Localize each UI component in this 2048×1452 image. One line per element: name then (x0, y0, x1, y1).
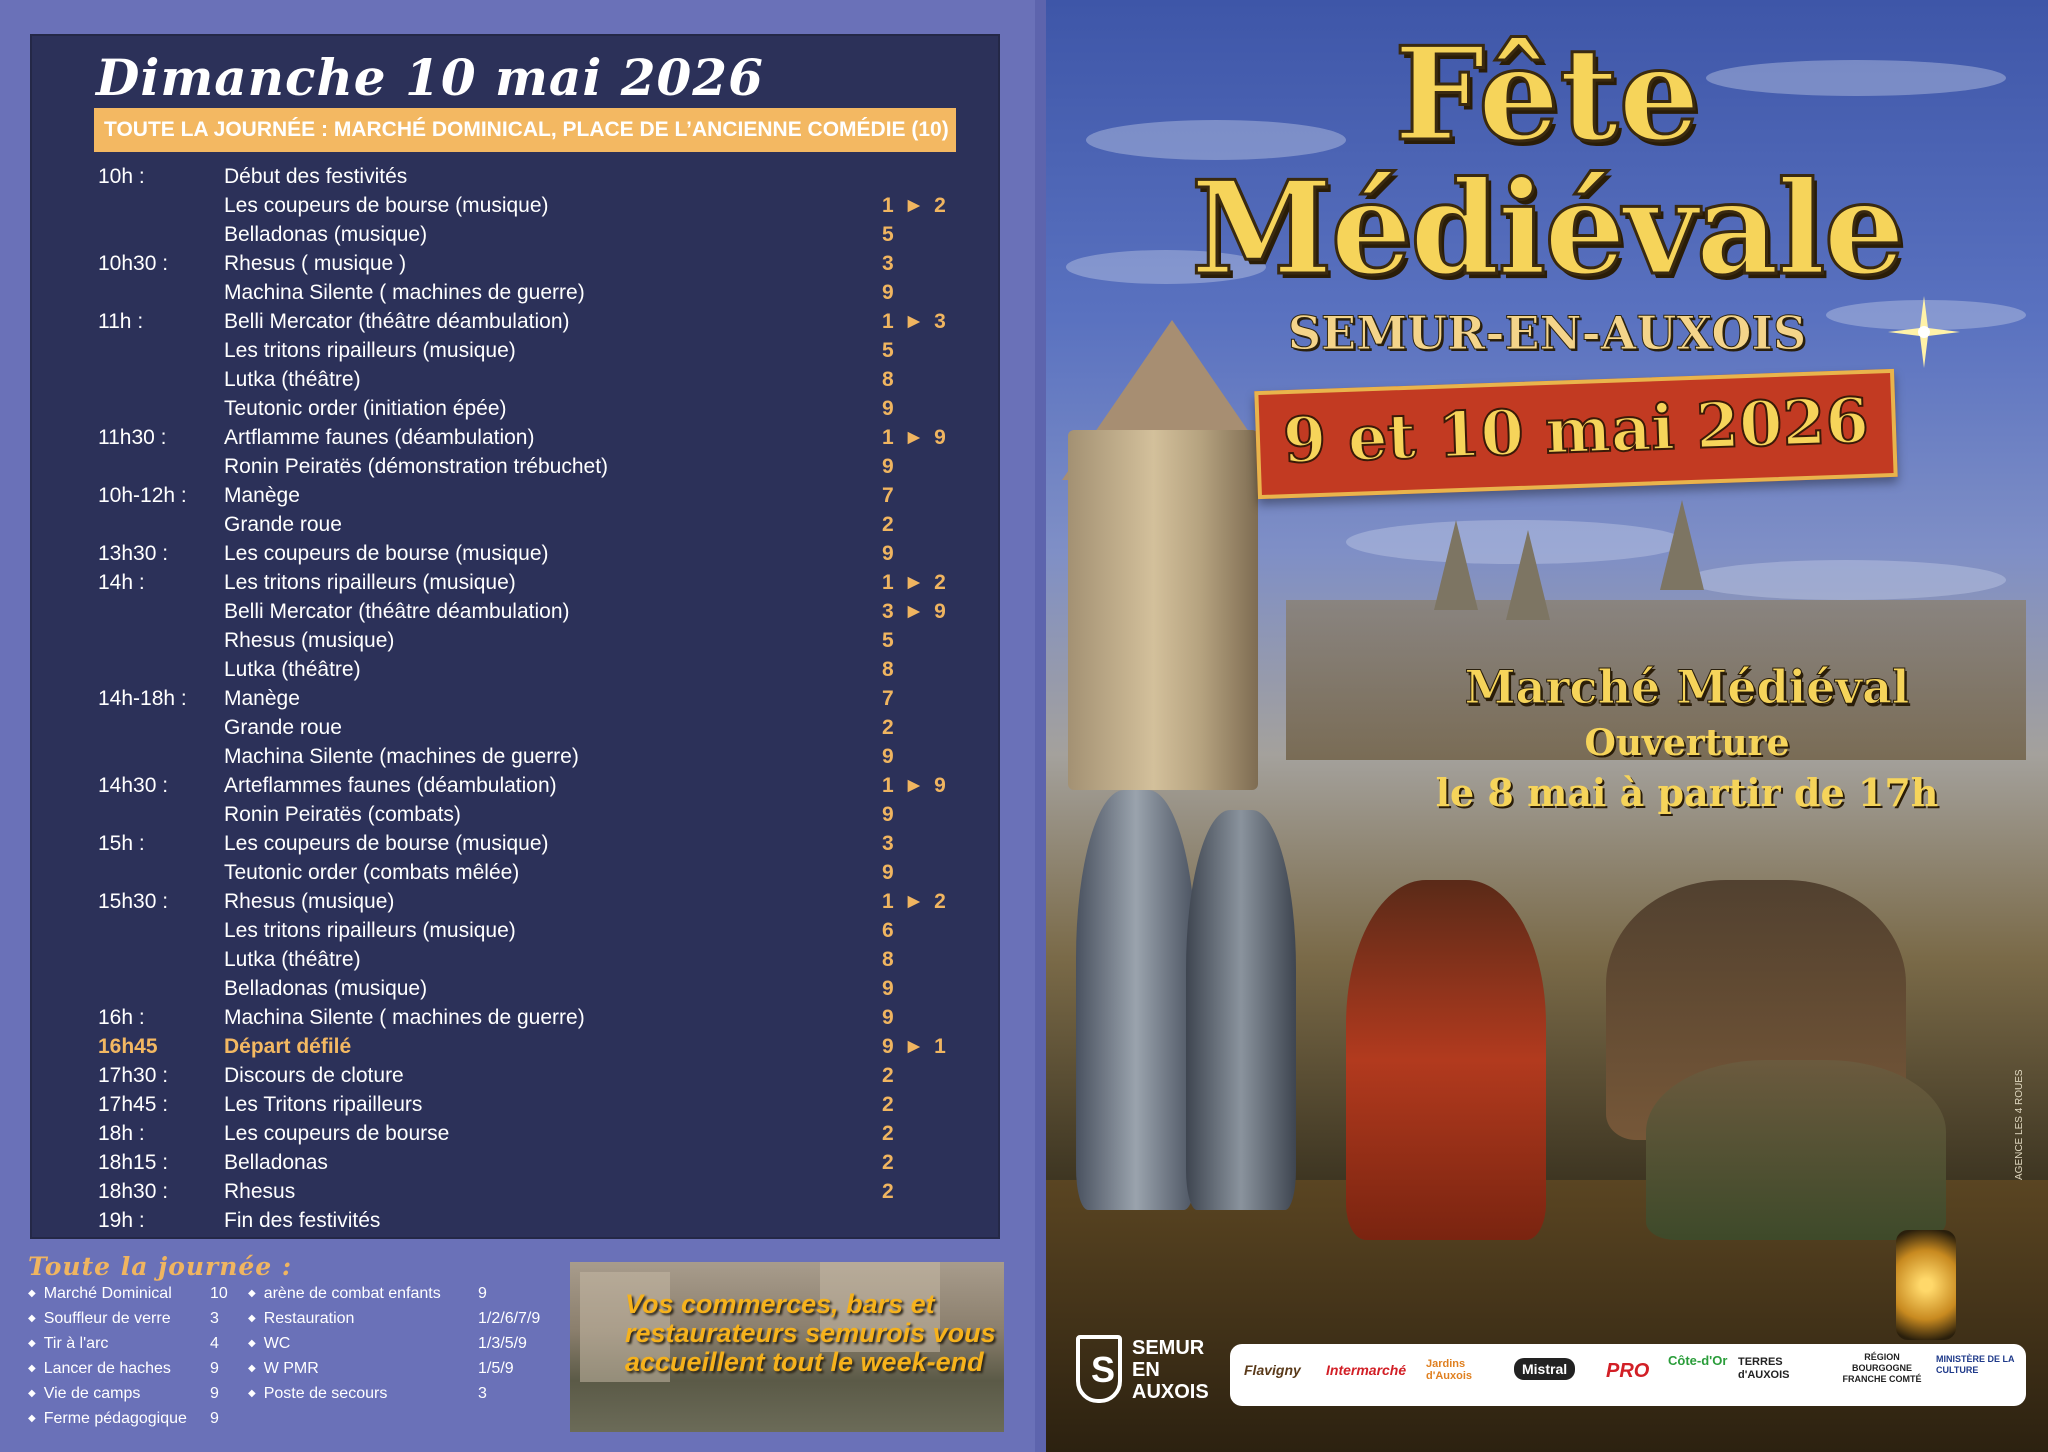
schedule-label: Machina Silente ( machines de guerre) (224, 281, 585, 304)
poster-city: SEMUR-EN-AUXOIS (1287, 306, 1807, 360)
diamond-bullet-icon: ◆ (28, 1338, 36, 1350)
service-item (28, 1360, 171, 1378)
schedule-loc: 2 (882, 1151, 896, 1174)
schedule-label: Belladonas (musique) (224, 977, 428, 1000)
schedule-loc: 9 (882, 803, 896, 826)
schedule-label: Manège (224, 484, 300, 507)
children-figure (1646, 1060, 1946, 1240)
schedule-time: 16h45 (98, 1035, 158, 1058)
schedule-loc: 1 ► 2 (882, 194, 948, 217)
sponsor-logo: Mistral (1514, 1358, 1575, 1380)
schedule-time: 17h30 : (98, 1064, 169, 1087)
schedule-loc: 5 (882, 629, 896, 652)
schedule-loc: 9 (882, 542, 896, 565)
schedule-label: Ronin Peiratës (démonstration trébuchet) (224, 455, 609, 478)
date-ribbon (1254, 369, 1897, 499)
service-location: 9 (478, 1285, 487, 1302)
service-location: 3 (478, 1385, 487, 1402)
service-location: 1/2/6/7/9 (478, 1310, 541, 1327)
schedule-list (32, 162, 1002, 1235)
schedule-row (32, 742, 1002, 771)
schedule-row (32, 220, 1002, 249)
service-label: Vie de camps (43, 1385, 141, 1402)
schedule-row (32, 597, 1002, 626)
day-title: Dimanche 10 mai 2026 (96, 48, 764, 107)
schedule-label: Rhesus (musique) (224, 890, 395, 913)
schedule-label: Les coupeurs de bourse (musique) (224, 194, 549, 217)
service-location: 9 (210, 1385, 219, 1402)
schedule-loc: 1 ► 9 (882, 426, 948, 449)
schedule-label: Grande roue (224, 513, 342, 536)
schedule-label: Lutka (théâtre) (224, 658, 361, 681)
schedule-time: 16h : (98, 1006, 145, 1029)
schedule-time: 17h45 : (98, 1093, 169, 1116)
schedule-loc: 8 (882, 948, 896, 971)
schedule-time: 10h-12h : (98, 484, 187, 507)
schedule-time: 10h30 : (98, 252, 169, 275)
schedule-loc: 8 (882, 658, 896, 681)
schedule-loc: 3 (882, 832, 896, 855)
service-item (28, 1310, 171, 1328)
schedule-row (32, 336, 1002, 365)
schedule-time: 15h : (98, 832, 145, 855)
service-label: Restauration (263, 1310, 355, 1327)
schedule-loc: 2 (882, 1122, 896, 1145)
festival-poster (1046, 0, 2048, 1452)
schedule-loc: 2 (882, 1180, 896, 1203)
schedule-time: 18h : (98, 1122, 145, 1145)
star-sparkle-icon (1888, 296, 1960, 368)
schedule-row (32, 481, 1002, 510)
knight-figure (1186, 810, 1296, 1210)
schedule-label: Les coupeurs de bourse (musique) (224, 542, 549, 565)
service-location: 9 (210, 1360, 219, 1377)
schedule-label: Les tritons ripailleurs (musique) (224, 919, 516, 942)
schedule-loc: 9 (882, 745, 896, 768)
opening-label: Ouverture (1584, 722, 1790, 764)
schedule-row (32, 800, 1002, 829)
service-item (248, 1310, 354, 1328)
cloud-shape (1686, 560, 2006, 600)
schedule-label: Arteflammes faunes (déambulation) (224, 774, 557, 797)
schedule-row (32, 1148, 1002, 1177)
service-location: 1/5/9 (478, 1360, 514, 1377)
service-item (248, 1385, 387, 1403)
poster-title-medievale: Médiévale (1190, 154, 1904, 304)
schedule-time: 18h15 : (98, 1151, 169, 1174)
sponsor-logo: Jardins d'Auxois (1426, 1358, 1473, 1382)
schedule-loc: 3 (882, 252, 896, 275)
service-item (28, 1385, 140, 1403)
schedule-row (32, 887, 1002, 916)
schedule-row (32, 1003, 1002, 1032)
sponsor-logo: Intermarché (1326, 1362, 1407, 1378)
schedule-time: 13h30 : (98, 542, 169, 565)
schedule-loc: 2 (882, 1093, 896, 1116)
semur-logo (1076, 1335, 1226, 1407)
sponsor-logo: MINISTÈRE DE LA CULTURE (1936, 1354, 2015, 1375)
schedule-loc: 9 (882, 977, 896, 1000)
schedule-label: Belladonas (224, 1151, 328, 1174)
all-day-title: Toute la journée : (28, 1252, 293, 1281)
schedule-loc: 8 (882, 368, 896, 391)
schedule-label: Belladonas (musique) (224, 223, 428, 246)
schedule-loc: 9 (882, 861, 896, 884)
schedule-row (32, 249, 1002, 278)
schedule-row (32, 510, 1002, 539)
schedule-label: Les tritons ripailleurs (musique) (224, 339, 516, 362)
schedule-label: Belli Mercator (théâtre déambulation) (224, 600, 570, 623)
schedule-loc: 7 (882, 484, 896, 507)
schedule-label: Les Tritons ripailleurs (224, 1093, 423, 1116)
schedule-label: Les coupeurs de bourse (224, 1122, 450, 1145)
poster-dates: 9 et 10 mai 2026 (1281, 383, 1870, 478)
schedule-label: Ronin Peiratës (combats) (224, 803, 461, 826)
sponsor-bar (1230, 1344, 2026, 1406)
schedule-loc: 1 ► 3 (882, 310, 948, 333)
market-title: Marché Médiéval (1464, 660, 1910, 714)
schedule-loc: 1 ► 2 (882, 571, 948, 594)
schedule-row (32, 1061, 1002, 1090)
schedule-loc: 5 (882, 339, 896, 362)
service-location: 3 (210, 1310, 219, 1327)
schedule-label: Fin des festivités (224, 1209, 381, 1232)
schedule-loc: 7 (882, 687, 896, 710)
all-day-banner: TOUTE LA JOURNÉE : MARCHÉ DOMINICAL, PLACE DE L’ANCIENNE COMÉDIE (10) (94, 108, 956, 152)
schedule-row (32, 278, 1002, 307)
service-label: Tir à l'arc (43, 1335, 109, 1352)
schedule-row (32, 452, 1002, 481)
service-item (248, 1335, 290, 1353)
schedule-time: 14h-18h : (98, 687, 187, 710)
sponsor-logo: TERRES d'AUXOIS (1738, 1356, 1790, 1381)
schedule-row (32, 365, 1002, 394)
logo-text: SEMUR EN AUXOIS (1132, 1337, 1209, 1403)
service-location: 9 (210, 1410, 219, 1427)
credit-text: AGENCE LES 4 ROUES (2014, 1069, 2025, 1180)
service-label: W PMR (263, 1360, 319, 1377)
service-item (28, 1285, 172, 1303)
schedule-label: Machina Silente ( machines de guerre) (224, 1006, 585, 1029)
promo-text: Vos commerces, bars et restaurateurs semurois vous accueillent tout le week-end (625, 1289, 996, 1377)
schedule-row (32, 713, 1002, 742)
diamond-bullet-icon: ◆ (28, 1388, 36, 1400)
schedule-row (32, 394, 1002, 423)
service-location: 4 (210, 1335, 219, 1352)
schedule-row (32, 829, 1002, 858)
church-spire-shape (1434, 520, 1478, 610)
service-item (28, 1335, 108, 1353)
diamond-bullet-icon: ◆ (28, 1363, 36, 1375)
schedule-loc: 3 ► 9 (882, 600, 948, 623)
service-item (248, 1360, 319, 1378)
sponsor-logo: Côte-d'Or (1668, 1353, 1728, 1368)
schedule-row (32, 191, 1002, 220)
lantern-icon (1896, 1230, 1956, 1340)
schedule-label: Discours de cloture (224, 1064, 404, 1087)
service-label: WC (263, 1335, 291, 1352)
sponsor-logo: RÉGION BOURGOGNE FRANCHE COMTÉ (1842, 1352, 1922, 1384)
schedule-row (32, 684, 1002, 713)
schedule-label: Les coupeurs de bourse (musique) (224, 832, 549, 855)
schedule-label: Départ défilé (224, 1035, 352, 1058)
schedule-row (32, 539, 1002, 568)
dancer-figure (1346, 880, 1546, 1240)
schedule-loc: 6 (882, 919, 896, 942)
schedule-label: Rhesus (224, 1180, 296, 1203)
service-label: arène de combat enfants (263, 1285, 441, 1302)
diamond-bullet-icon: ◆ (248, 1363, 256, 1375)
service-label: Marché Dominical (43, 1285, 172, 1302)
schedule-row (32, 858, 1002, 887)
schedule-loc: 2 (882, 716, 896, 739)
schedule-time: 14h : (98, 571, 145, 594)
diamond-bullet-icon: ◆ (28, 1313, 36, 1325)
service-item (248, 1285, 441, 1303)
schedule-row (32, 1032, 1002, 1061)
schedule-loc: 2 (882, 513, 896, 536)
schedule-row (32, 162, 1002, 191)
schedule-label: Les tritons ripailleurs (musique) (224, 571, 516, 594)
schedule-loc: 1 ► 2 (882, 890, 948, 913)
service-label: Poste de secours (263, 1385, 388, 1402)
schedule-time: 10h : (98, 165, 145, 188)
schedule-time: 15h30 : (98, 890, 169, 913)
schedule-label: Artflamme faunes (déambulation) (224, 426, 535, 449)
schedule-label: Lutka (théâtre) (224, 948, 361, 971)
schedule-row (32, 1206, 1002, 1235)
diamond-bullet-icon: ◆ (248, 1288, 256, 1300)
schedule-label: Manège (224, 687, 300, 710)
schedule-label: Teutonic order (initiation épée) (224, 397, 507, 420)
schedule-panel (30, 34, 1000, 1239)
shield-icon: S (1076, 1335, 1122, 1403)
schedule-loc: 2 (882, 1064, 896, 1087)
service-item (28, 1410, 187, 1428)
schedule-row (32, 568, 1002, 597)
schedule-label: Rhesus ( musique ) (224, 252, 407, 275)
promo-box (570, 1262, 1004, 1432)
schedule-loc: 9 (882, 281, 896, 304)
service-label: Souffleur de verre (43, 1310, 171, 1327)
schedule-row (32, 1177, 1002, 1206)
church-spire-shape (1506, 530, 1550, 620)
knight-figure (1076, 790, 1196, 1210)
schedule-row (32, 1090, 1002, 1119)
diamond-bullet-icon: ◆ (248, 1338, 256, 1350)
sponsor-logo: PRO (1606, 1360, 1650, 1382)
schedule-time: 18h30 : (98, 1180, 169, 1203)
schedule-row (32, 423, 1002, 452)
schedule-loc: 9 ► 1 (882, 1035, 948, 1058)
sponsor-logo: Flavigny (1244, 1362, 1301, 1378)
diamond-bullet-icon: ◆ (28, 1413, 36, 1425)
schedule-row (32, 655, 1002, 684)
schedule-loc: 9 (882, 397, 896, 420)
schedule-label: Rhesus (musique) (224, 629, 395, 652)
schedule-label: Belli Mercator (théâtre déambulation) (224, 310, 570, 333)
schedule-row (32, 974, 1002, 1003)
schedule-row (32, 307, 1002, 336)
schedule-row (32, 1119, 1002, 1148)
service-label: Ferme pédagogique (43, 1410, 187, 1427)
schedule-loc: 5 (882, 223, 896, 246)
schedule-label: Lutka (théâtre) (224, 368, 361, 391)
schedule-label: Machina Silente (machines de guerre) (224, 745, 579, 768)
schedule-label: Teutonic order (combats mêlée) (224, 861, 520, 884)
schedule-loc: 9 (882, 455, 896, 478)
schedule-row (32, 626, 1002, 655)
schedule-row (32, 771, 1002, 800)
diamond-bullet-icon: ◆ (248, 1313, 256, 1325)
schedule-row (32, 916, 1002, 945)
schedule-time: 11h : (98, 310, 144, 333)
schedule-row (32, 945, 1002, 974)
schedule-loc: 1 ► 9 (882, 774, 948, 797)
church-spire-shape (1660, 500, 1704, 590)
schedule-label: Grande roue (224, 716, 342, 739)
diamond-bullet-icon: ◆ (248, 1388, 256, 1400)
service-location: 1/3/5/9 (478, 1335, 527, 1352)
schedule-time: 11h30 : (98, 426, 167, 449)
service-location: 10 (210, 1285, 228, 1302)
service-label: Lancer de haches (43, 1360, 171, 1377)
schedule-time: 14h30 : (98, 774, 169, 797)
diamond-bullet-icon: ◆ (28, 1288, 36, 1300)
schedule-loc: 9 (882, 1006, 896, 1029)
schedule-label: Début des festivités (224, 165, 408, 188)
opening-date: le 8 mai à partir de 17h (1435, 770, 1939, 815)
schedule-time: 19h : (98, 1209, 145, 1232)
poster-title-fete: Fête (1394, 20, 1700, 170)
